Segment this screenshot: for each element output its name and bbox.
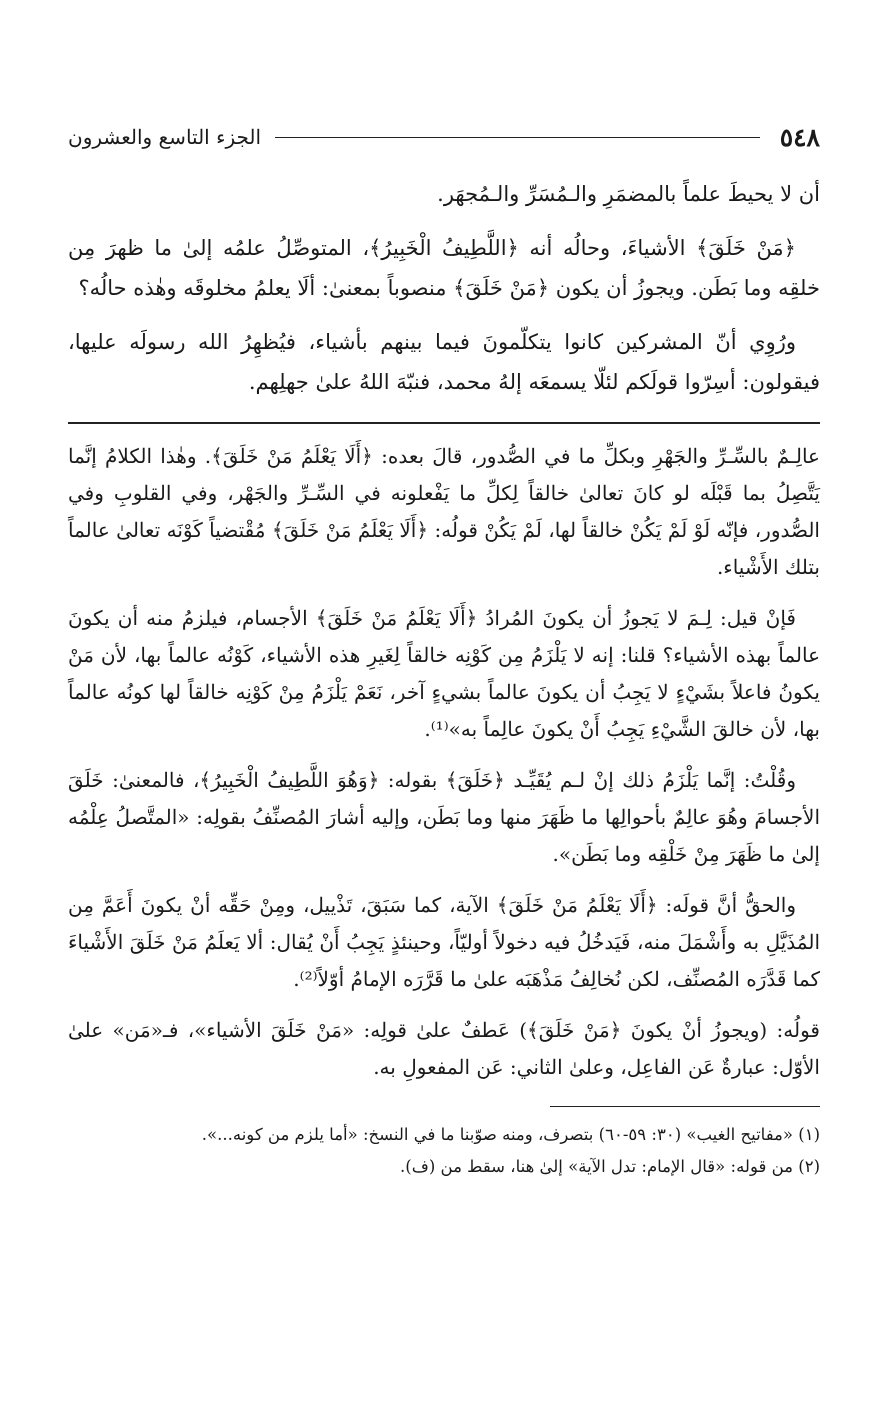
page-header: [68, 112, 820, 162]
commentary-paragraph: وقُلْتُ: إنَّما يَلْزَمُ ذلك إنْ لـم يُقَيِّـد ﴿خَلَقَ﴾ بقوله: ﴿وَهُوَ اللَّطِيفُ الْخَبِيرُ﴾، فالمعنىٰ: خَلَقَ الأجسامَ وهُوَ عالِمٌ بأحوالِها ما ظَهَرَ منها وما بَطَن، وإليه أشارَ المُصنِّفُ بقولِه: «المتَّصلُ عِلْمُه إلىٰ ما ظَهَرَ مِنْ خَلْقِه وما بَطَن».: [68, 768, 820, 866]
book-page: [68, 112, 820, 1312]
main-paragraph: ﴿مَنْ خَلَقَ﴾ الأشياءَ، وحالُه أنه ﴿اللَّطِيفُ الْخَبِيرُ﴾، المتوصِّلُ علمُه إلىٰ ما ظهرَ مِن خلقِه وما بَطَن. ويجوزُ أن يكون ﴿مَنْ خَلَقَ﴾ منصوباً بمعنىٰ: ألَا يعلمُ مخلوقَه وهٰذه حالُه؟: [68, 236, 820, 300]
footnote-divider: [550, 1106, 820, 1107]
commentary: [68, 438, 820, 1086]
footnote: (١) «مفاتيح الغيب» (٣٠: ٥٩-٦٠) بتصرف، ومنه صوّبنا ما في النسخ: «أما يلزم من كونه...».: [201, 1125, 820, 1144]
commentary-paragraph: والحقُّ أنَّ قولَه: ﴿أَلَا يَعْلَمُ مَنْ خَلَقَ﴾ الآية، كما سَبَقَ، تَذْييل، ومِنْ حَقِّه أنْ يكونَ أَعَمَّ مِن المُذَيَّلِ به وأَشْمَلَ منه، فَيَدخُلُ فيه دخولاً أوليّاً، وحينئذٍ يَجِبُ أَنْ يُقال: ألا يَعلَمُ مَنْ خَلَقَ الأَشْياءَ كما قَدَّرَه المُصنِّف، لكن نُخالِفُ مَذْهَبَه علىٰ ما قَرَّرَه الإمامُ أوّلاً⁽²⁾.: [68, 893, 820, 991]
main-paragraph: ورُوِي أنّ المشركين كانوا يتكلّمونَ فيما بينهم بأشياء، فيُظهِرُ الله رسولَه عليها، فيقولون: أسِرّوا قولَكم لئلّا يسمعَه إلهُ محمد، فنبّهَ اللهُ علىٰ جهلِهم.: [68, 330, 820, 394]
section-divider: [68, 422, 820, 424]
running-title: الجزء التاسع والعشرون: [68, 125, 262, 149]
page-number: ٥٤٨: [779, 122, 820, 152]
commentary-paragraph: قولُه: (ويجوزُ أنْ يكونَ ﴿مَنْ خَلَقَ﴾) عَطفٌ علىٰ قولِه: «مَنْ خَلَقَ الأشياء»، فـ«مَن» علىٰ الأوّل: عبارةٌ عَن الفاعِل، وعلىٰ الثاني: عَن المفعولِ به.: [68, 1018, 820, 1079]
commentary-paragraph: عالِـمٌ بالسِّـرِّ والجَهْرِ وبكلِّ ما في الصُّدور، قالَ بعده: ﴿أَلَا يَعْلَمُ مَنْ خَلَقَ﴾. وهٰذا الكلامُ إنَّما يَتَّصِلُ بما قَبْلَه لو كانَ تعالىٰ خالقاً لِكلِّ ما يَفْعلونه في السِّـرِّ والجَهْر، وفي القلوبِ وفي الصُّدور، فإنّه لَوْ لَمْ يَكُنْ خالقاً لها، لَمْ يَكُنْ قولُه: ﴿أَلَا يَعْلَمُ مَنْ خَلَقَ﴾ مُقْتضياً كَوْنَه تعالىٰ عالماً بتلك الأَشْياء.: [68, 444, 820, 579]
footnotes: [68, 1119, 820, 1183]
main-text: [68, 174, 820, 402]
footnote: (٢) من قوله: «قال الإمام: تدل الآية» إلىٰ هنا، سقط من (ف).: [400, 1157, 820, 1176]
header-rule: [275, 137, 760, 138]
commentary-paragraph: فَإنْ قيل: لِـمَ لا يَجوزُ أن يكونَ المُرادُ ﴿أَلَا يَعْلَمُ مَنْ خَلَقَ﴾ الأجسام، فيلزمُ منه أن يكونَ عالماً بهذه الأشياء؟ قلنا: إنه لا يَلْزَمُ مِن كَوْنِه خالقاً لِغَيرِ هذه الأشياء، كَوْنُه عالماً بها، لأن مَنْ يكونُ فاعلاً بشَيْءٍ لا يَجِبُ أن يكونَ عالماً بشيءٍ آخر، نَعَمْ يَلْزَمُ مِنْ كَوْنِه خالقاً لها كونُه عالماً بها، لأن خالقَ الشَّيْءِ يَجِبُ أَنْ يكونَ عالِماً به»⁽¹⁾.: [68, 606, 820, 741]
main-paragraph: أن لا يحيطَ علماً بالمضمَرِ والـمُسَرِّ والـمُجهَر.: [437, 182, 820, 206]
